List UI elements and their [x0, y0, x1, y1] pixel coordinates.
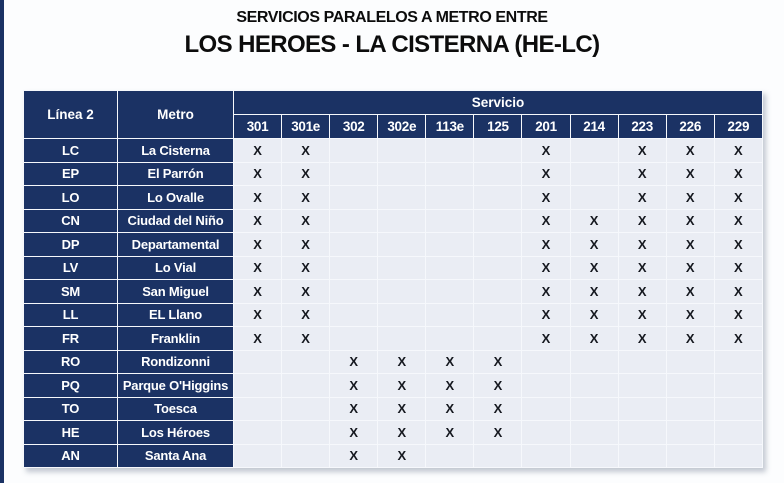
service-column-header: 214: [570, 115, 618, 139]
service-mark-cell: X: [522, 256, 570, 280]
service-mark-cell: X: [474, 350, 522, 374]
service-mark-cell: X: [378, 397, 426, 421]
station-name-cell: El Parrón: [118, 162, 234, 186]
service-mark-cell: X: [618, 327, 666, 351]
service-mark-cell: X: [666, 139, 714, 163]
service-mark-cell: X: [474, 397, 522, 421]
service-column-header: 201: [522, 115, 570, 139]
service-mark-cell: [378, 233, 426, 257]
service-mark-cell: [570, 397, 618, 421]
service-mark-cell: X: [234, 233, 282, 257]
service-mark-cell: X: [234, 303, 282, 327]
service-mark-cell: X: [666, 162, 714, 186]
service-mark-cell: [330, 233, 378, 257]
service-mark-cell: [426, 303, 474, 327]
service-mark-cell: X: [570, 233, 618, 257]
station-code-cell: PQ: [24, 374, 118, 398]
table-row: [24, 421, 763, 445]
service-mark-cell: X: [666, 256, 714, 280]
service-mark-cell: X: [522, 233, 570, 257]
service-mark-cell: X: [426, 374, 474, 398]
service-mark-cell: X: [330, 350, 378, 374]
service-mark-cell: X: [234, 280, 282, 304]
table-row: [24, 374, 763, 398]
service-mark-cell: X: [522, 209, 570, 233]
service-mark-cell: X: [618, 280, 666, 304]
service-mark-cell: [426, 256, 474, 280]
service-mark-cell: [570, 350, 618, 374]
service-mark-cell: [570, 139, 618, 163]
service-mark-cell: [666, 397, 714, 421]
service-mark-cell: [330, 327, 378, 351]
service-mark-cell: X: [714, 139, 762, 163]
service-mark-cell: [474, 256, 522, 280]
service-mark-cell: [714, 350, 762, 374]
service-mark-cell: X: [234, 186, 282, 210]
service-mark-cell: [570, 421, 618, 445]
service-mark-cell: [522, 397, 570, 421]
service-mark-cell: X: [522, 186, 570, 210]
service-mark-cell: [234, 350, 282, 374]
service-mark-cell: X: [666, 186, 714, 210]
station-code-cell: LL: [24, 303, 118, 327]
table-row: [24, 139, 763, 163]
service-mark-cell: X: [474, 421, 522, 445]
service-column-header: 223: [618, 115, 666, 139]
station-name-cell: Lo Ovalle: [118, 186, 234, 210]
title-line-1: SERVICIOS PARALELOS A METRO ENTRE: [236, 9, 548, 26]
service-mark-cell: [378, 303, 426, 327]
service-mark-cell: [282, 444, 330, 468]
service-mark-cell: X: [522, 139, 570, 163]
service-mark-cell: [330, 209, 378, 233]
station-name-cell: Los Héroes: [118, 421, 234, 445]
service-mark-cell: [618, 397, 666, 421]
service-column-header: 229: [714, 115, 762, 139]
service-mark-cell: [426, 186, 474, 210]
station-name-cell: Departamental: [118, 233, 234, 257]
service-mark-cell: [234, 397, 282, 421]
table-row: [24, 186, 763, 210]
services-table: [23, 90, 763, 468]
service-mark-cell: X: [666, 303, 714, 327]
service-mark-cell: X: [522, 162, 570, 186]
service-mark-cell: [714, 421, 762, 445]
service-mark-cell: X: [474, 374, 522, 398]
station-code-cell: LV: [24, 256, 118, 280]
service-mark-cell: [570, 186, 618, 210]
service-mark-cell: [234, 421, 282, 445]
service-mark-cell: [474, 303, 522, 327]
station-code-cell: FR: [24, 327, 118, 351]
station-name-cell: Ciudad del Niño: [118, 209, 234, 233]
service-mark-cell: [618, 374, 666, 398]
table-row: [24, 350, 763, 374]
service-mark-cell: [474, 209, 522, 233]
service-mark-cell: X: [234, 209, 282, 233]
service-mark-cell: [426, 209, 474, 233]
station-name-cell: Toesca: [118, 397, 234, 421]
service-mark-cell: X: [330, 421, 378, 445]
service-mark-cell: X: [234, 256, 282, 280]
service-mark-cell: X: [282, 256, 330, 280]
service-column-header: 302e: [378, 115, 426, 139]
service-column-header: 226: [666, 115, 714, 139]
table-row: [24, 397, 763, 421]
table-row: [24, 209, 763, 233]
service-mark-cell: X: [618, 303, 666, 327]
station-code-cell: SM: [24, 280, 118, 304]
service-mark-cell: [378, 186, 426, 210]
station-name-cell: Parque O'Higgins: [118, 374, 234, 398]
service-mark-cell: [474, 162, 522, 186]
service-mark-cell: [330, 303, 378, 327]
service-mark-cell: [282, 397, 330, 421]
service-mark-cell: [282, 374, 330, 398]
service-mark-cell: X: [426, 421, 474, 445]
service-column-header: 125: [474, 115, 522, 139]
service-mark-cell: [378, 280, 426, 304]
station-code-cell: DP: [24, 233, 118, 257]
service-mark-cell: [474, 280, 522, 304]
service-mark-cell: X: [714, 327, 762, 351]
service-mark-cell: [570, 444, 618, 468]
service-mark-cell: X: [282, 233, 330, 257]
left-edge-strip: [0, 0, 4, 483]
service-mark-cell: [378, 209, 426, 233]
service-mark-cell: [666, 350, 714, 374]
service-mark-cell: X: [282, 209, 330, 233]
service-mark-cell: X: [666, 327, 714, 351]
service-mark-cell: X: [570, 256, 618, 280]
service-mark-cell: [426, 280, 474, 304]
service-mark-cell: [522, 350, 570, 374]
service-mark-cell: X: [618, 186, 666, 210]
service-mark-cell: [378, 139, 426, 163]
service-mark-cell: X: [570, 209, 618, 233]
service-mark-cell: X: [714, 280, 762, 304]
table-row: [24, 233, 763, 257]
station-name-cell: Santa Ana: [118, 444, 234, 468]
service-mark-cell: [618, 421, 666, 445]
station-code-cell: HE: [24, 421, 118, 445]
service-mark-cell: X: [282, 303, 330, 327]
service-mark-cell: [426, 139, 474, 163]
station-code-cell: AN: [24, 444, 118, 468]
service-mark-cell: X: [330, 397, 378, 421]
service-mark-cell: X: [282, 327, 330, 351]
service-mark-cell: X: [666, 233, 714, 257]
service-mark-cell: X: [666, 209, 714, 233]
service-mark-cell: [426, 162, 474, 186]
service-mark-cell: X: [378, 350, 426, 374]
service-mark-cell: [378, 327, 426, 351]
servicio-group-header-cell: Servicio: [234, 91, 763, 115]
service-mark-cell: X: [378, 374, 426, 398]
station-code-cell: EP: [24, 162, 118, 186]
service-mark-cell: X: [714, 256, 762, 280]
service-mark-cell: X: [618, 256, 666, 280]
service-mark-cell: X: [618, 162, 666, 186]
service-mark-cell: [474, 327, 522, 351]
table-row: [24, 280, 763, 304]
station-code-cell: LC: [24, 139, 118, 163]
title-line-2: LOS HEROES - LA CISTERNA (HE-LC): [184, 31, 600, 58]
service-mark-cell: X: [522, 280, 570, 304]
service-mark-cell: X: [522, 327, 570, 351]
service-mark-cell: X: [570, 280, 618, 304]
metro-header-cell: Metro: [118, 91, 234, 139]
table-header: [24, 91, 763, 139]
service-mark-cell: X: [666, 280, 714, 304]
service-mark-cell: X: [714, 186, 762, 210]
table-row: [24, 162, 763, 186]
service-column-header: 301e: [282, 115, 330, 139]
service-mark-cell: [234, 374, 282, 398]
station-name-cell: EL Llano: [118, 303, 234, 327]
service-mark-cell: [378, 256, 426, 280]
service-mark-cell: [330, 186, 378, 210]
station-name-cell: Lo Vial: [118, 256, 234, 280]
service-mark-cell: X: [234, 139, 282, 163]
table-row: [24, 327, 763, 351]
service-mark-cell: [570, 162, 618, 186]
service-mark-cell: X: [282, 186, 330, 210]
table-row: [24, 303, 763, 327]
service-mark-cell: X: [330, 444, 378, 468]
service-mark-cell: X: [282, 280, 330, 304]
service-mark-cell: [618, 444, 666, 468]
service-column-header: 301: [234, 115, 282, 139]
service-mark-cell: X: [570, 303, 618, 327]
service-mark-cell: X: [618, 139, 666, 163]
station-name-cell: San Miguel: [118, 280, 234, 304]
service-mark-cell: [570, 374, 618, 398]
service-column-header: 302: [330, 115, 378, 139]
service-mark-cell: X: [618, 209, 666, 233]
station-name-cell: Rondizonni: [118, 350, 234, 374]
service-mark-cell: [426, 233, 474, 257]
service-mark-cell: [474, 233, 522, 257]
line-2-header-cell: Línea 2: [24, 91, 118, 139]
service-mark-cell: [522, 444, 570, 468]
service-mark-cell: [330, 139, 378, 163]
service-column-header: 113e: [426, 115, 474, 139]
service-mark-cell: X: [522, 303, 570, 327]
header-row-group: [24, 91, 763, 115]
service-mark-cell: X: [714, 162, 762, 186]
service-mark-cell: [330, 256, 378, 280]
station-code-cell: CN: [24, 209, 118, 233]
service-mark-cell: X: [618, 233, 666, 257]
station-name-cell: La Cisterna: [118, 139, 234, 163]
service-mark-cell: [474, 139, 522, 163]
service-mark-cell: [282, 421, 330, 445]
service-mark-cell: [714, 374, 762, 398]
service-mark-cell: X: [714, 233, 762, 257]
service-mark-cell: [234, 444, 282, 468]
service-mark-cell: [426, 327, 474, 351]
station-code-cell: RO: [24, 350, 118, 374]
service-mark-cell: X: [426, 397, 474, 421]
service-mark-cell: X: [714, 209, 762, 233]
service-mark-cell: X: [282, 139, 330, 163]
service-mark-cell: X: [282, 162, 330, 186]
station-code-cell: LO: [24, 186, 118, 210]
table-row: [24, 444, 763, 468]
service-mark-cell: [378, 162, 426, 186]
service-mark-cell: [282, 350, 330, 374]
service-mark-cell: X: [330, 374, 378, 398]
service-mark-cell: [474, 444, 522, 468]
station-name-cell: Franklin: [118, 327, 234, 351]
service-mark-cell: [522, 421, 570, 445]
service-mark-cell: X: [426, 350, 474, 374]
service-mark-cell: X: [378, 421, 426, 445]
station-code-cell: TO: [24, 397, 118, 421]
service-mark-cell: [330, 280, 378, 304]
service-mark-cell: [666, 421, 714, 445]
service-mark-cell: X: [714, 303, 762, 327]
service-mark-cell: X: [570, 327, 618, 351]
service-mark-cell: [330, 162, 378, 186]
service-mark-cell: [474, 186, 522, 210]
service-mark-cell: [714, 444, 762, 468]
service-mark-cell: [666, 374, 714, 398]
table-row: [24, 256, 763, 280]
service-mark-cell: X: [378, 444, 426, 468]
service-mark-cell: [666, 444, 714, 468]
service-mark-cell: [618, 350, 666, 374]
service-mark-cell: [522, 374, 570, 398]
service-mark-cell: [426, 444, 474, 468]
table-body: [24, 139, 763, 468]
slide-title: [0, 8, 784, 60]
service-mark-cell: X: [234, 327, 282, 351]
service-mark-cell: [714, 397, 762, 421]
service-mark-cell: X: [234, 162, 282, 186]
